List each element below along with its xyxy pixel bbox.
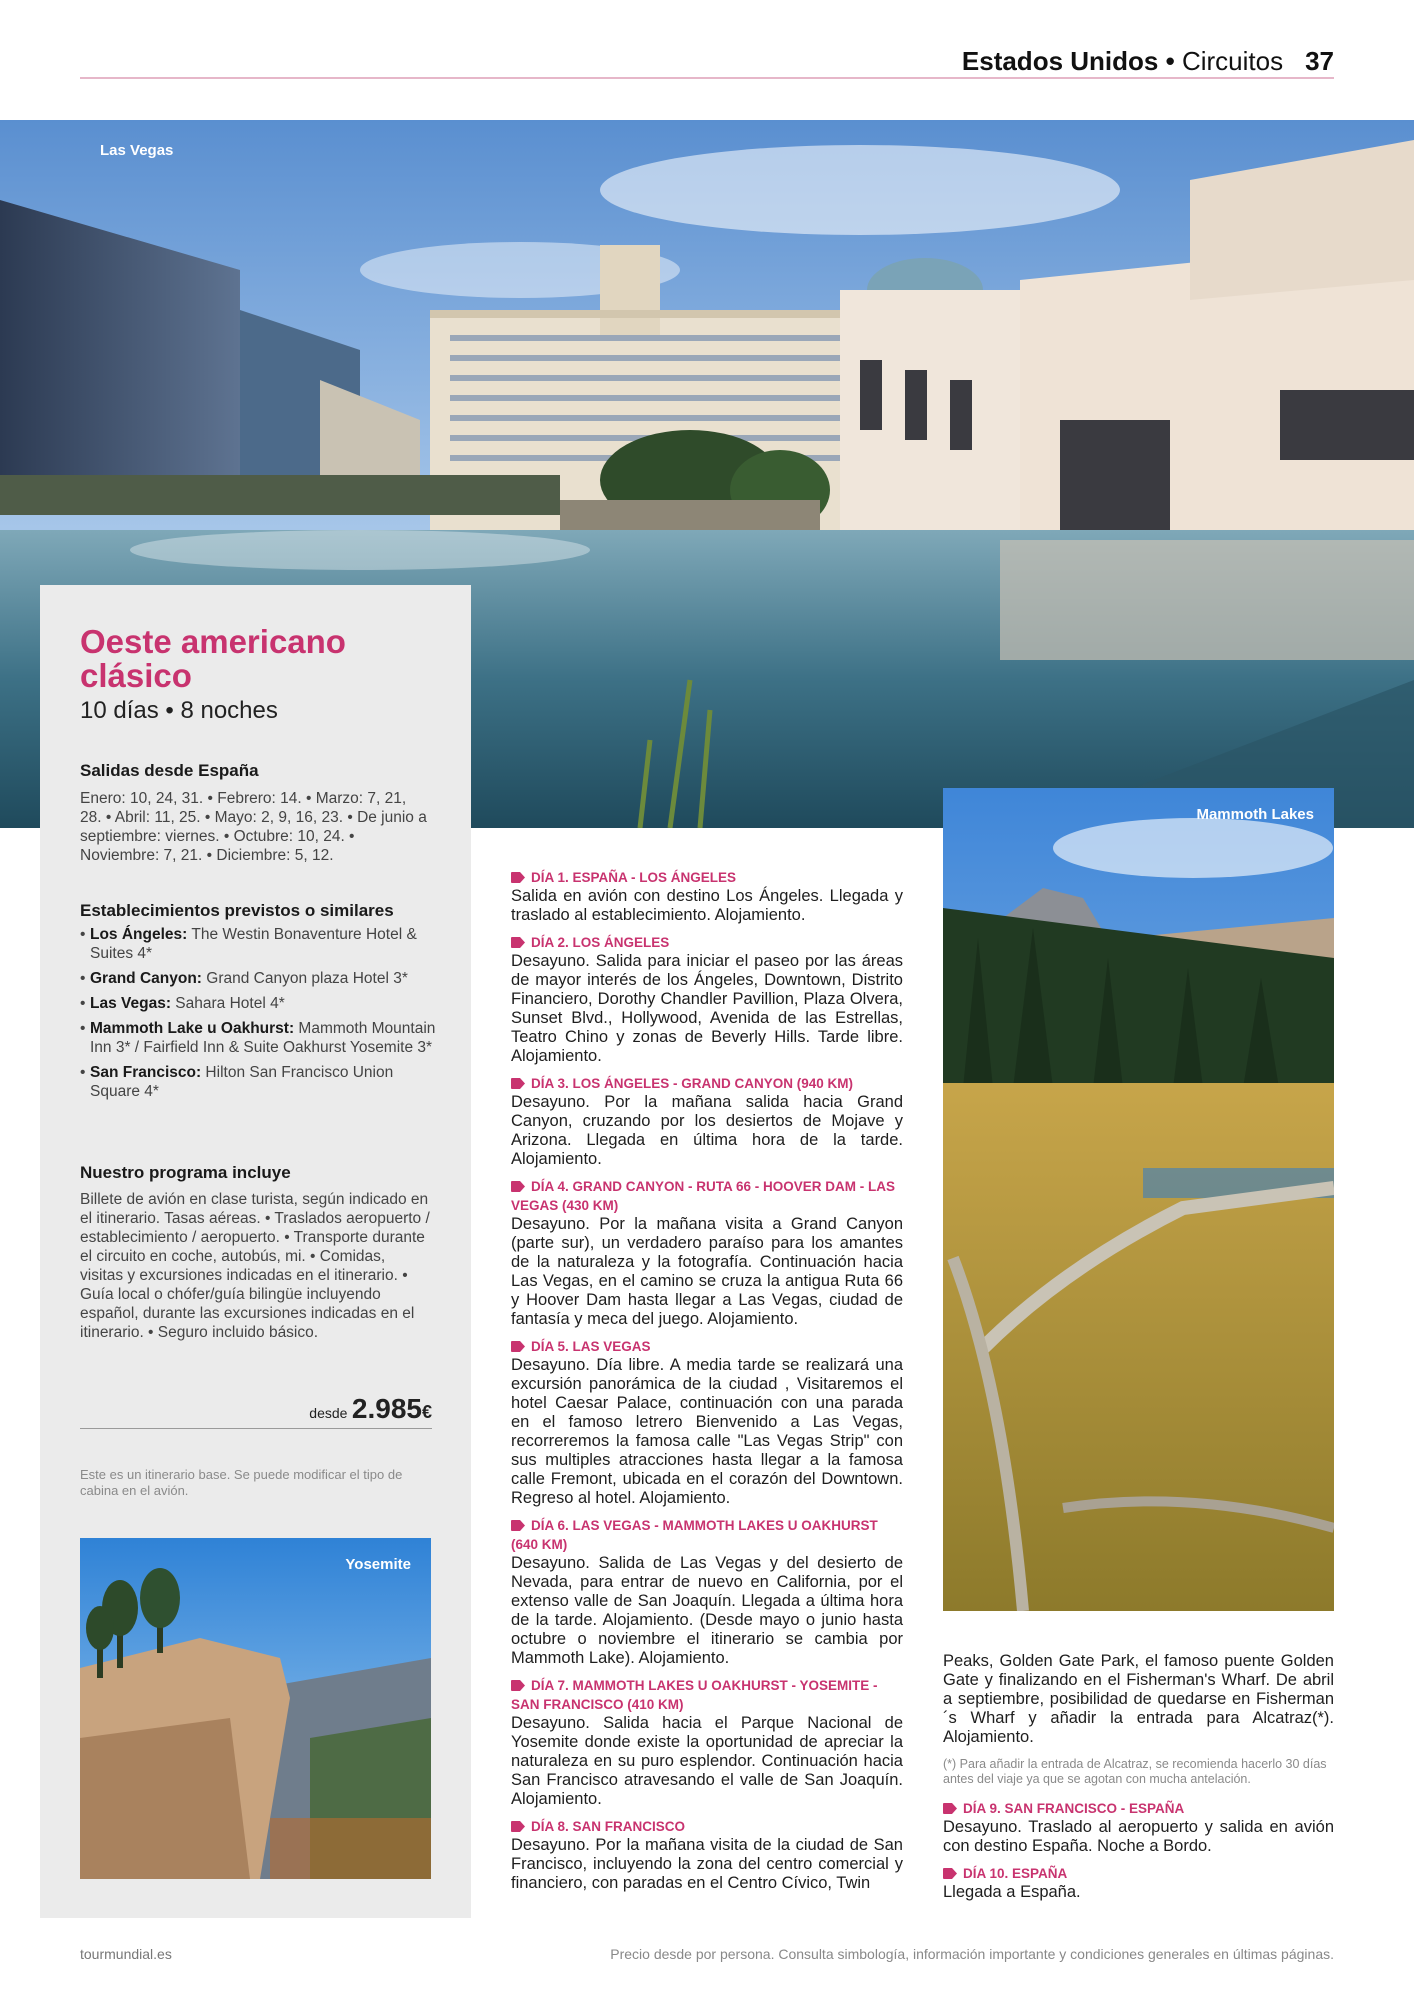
hotels-list xyxy=(80,925,440,1107)
day-marker-icon xyxy=(511,1520,525,1531)
hotel-item-los-angeles xyxy=(80,925,440,963)
hotel-item-mammoth-oakhurst xyxy=(80,1019,440,1057)
day-entry xyxy=(511,1177,903,1329)
day-title xyxy=(511,1074,903,1093)
day-title xyxy=(511,868,903,887)
header-rule xyxy=(80,77,1334,79)
header-separator: • xyxy=(1158,46,1182,76)
day-title xyxy=(943,1799,1334,1818)
header-category: Circuitos xyxy=(1181,46,1284,76)
alcatraz-note: (*) Para añadir la entrada de Alcatraz, se recomienda hacerlo 30 días antes del viaje ya que se agotan con mucha antelación. xyxy=(943,1757,1327,1786)
day-title xyxy=(511,1516,903,1554)
day-title-text: DÍA 9. SAN FRANCISCO - ESPAÑA xyxy=(963,1801,1185,1816)
day-8-continuation: Peaks, Golden Gate Park, el famoso puente Golden Gate y finalizando en el Fisherman's Wharf. De abril a septiembre, posibilidad de quedarse en Fisherman´s Wharf y añadir la entrada para Alcatraz(*). Alojamiento. xyxy=(943,1652,1334,1746)
day-description: Desayuno. Por la mañana visita a Grand Canyon (parte sur), un verdadero paraíso para los amantes de la naturaleza y la fotografía. Continuación hacia Las Vegas, en el camino se cruza la antigua Ruta 66 y Hoover Dam hasta llegar a Las Vegas, ciudad de fantasía y meca del juego. Alojamiento. xyxy=(511,1215,903,1328)
day-title xyxy=(511,1676,903,1714)
day-title-text: DÍA 10. ESPAÑA xyxy=(963,1866,1068,1881)
hotel-item-grand-canyon xyxy=(80,969,440,988)
day-marker-icon xyxy=(511,872,525,883)
day-entry xyxy=(511,1337,903,1508)
yosemite-illustration xyxy=(80,1538,431,1879)
day-entry xyxy=(511,868,903,925)
hotel-name: Mammoth Mountain Inn 3* / Fairfield Inn & Suite Oakhurst Yosemite 3* xyxy=(90,1020,436,1056)
day-entry xyxy=(943,1864,1334,1902)
departures-heading: Salidas desde España xyxy=(80,761,259,780)
footer-disclaimer: Precio desde por persona. Consulta simbología, información importante y condiciones generales en últimas páginas. xyxy=(610,1946,1334,1962)
trip-duration: 10 días • 8 noches xyxy=(80,697,278,724)
day-marker-icon xyxy=(511,1821,525,1832)
yosemite-photo-label: Yosemite xyxy=(345,1556,411,1573)
hotel-city: San Francisco: xyxy=(90,1064,202,1081)
price-currency: € xyxy=(421,1402,432,1422)
day-title-text: DÍA 8. SAN FRANCISCO xyxy=(531,1819,686,1834)
page-number: 37 xyxy=(1305,46,1334,76)
price-from-label: desde xyxy=(309,1405,348,1421)
price-block xyxy=(309,1393,432,1425)
includes-heading: Nuestro programa incluye xyxy=(80,1163,291,1182)
mammoth-photo-label: Mammoth Lakes xyxy=(1196,806,1314,823)
hotel-item-san-francisco xyxy=(80,1063,440,1101)
itinerary-column-2 xyxy=(943,1652,1334,1910)
day-title xyxy=(511,1817,903,1836)
itinerary-column-1 xyxy=(511,868,903,1901)
price-divider xyxy=(80,1428,432,1429)
day-title-text: DÍA 5. LAS VEGAS xyxy=(531,1339,651,1354)
day-marker-icon xyxy=(511,1181,525,1192)
mammoth-illustration xyxy=(943,788,1334,1611)
day-marker-icon xyxy=(511,937,525,948)
day-description: Desayuno. Por la mañana salida hacia Grand Canyon, cruzando por los desiertos de Mojave y Arizona. Llegada en última hora de la tarde. Alojamiento. xyxy=(511,1093,903,1168)
day-description: Salida en avión con destino Los Ángeles. Llegada y traslado al establecimiento. Alojamiento. xyxy=(511,887,903,924)
itinerary-base-note: Este es un itinerario base. Se puede modificar el tipo de cabina en el avión. xyxy=(80,1467,403,1498)
day-description: Desayuno. Salida para iniciar el paseo por las áreas de mayor interés de los Ángeles, Downtown, Distrito Financiero, Dorothy Chandler Pavillion, Plaza Olvera, Sunset Blvd., Hollywood, Avenida de las Estrellas, Teatro Chino y zonas de Beverly Hills. Tarde libre. Alojamiento. xyxy=(511,952,903,1065)
day-marker-icon xyxy=(511,1341,525,1352)
day-description: Desayuno. Día libre. A media tarde se realizará una excursión panorámica de la ciudad , Visitaremos el hotel Caesar Palace, continuación con una parada en el famoso letrero Bienvenido a Las Vegas, recorreremos la famosa calle "Las Vegas Strip" con sus multiples atracciones hasta llegar a la famosa calle Fremont, ubicada en el corazón del Downtown. Regreso al hotel. Alojamiento. xyxy=(511,1356,903,1507)
day-marker-icon xyxy=(943,1868,957,1879)
hotel-name: Grand Canyon plaza Hotel 3* xyxy=(201,970,408,987)
day-entry xyxy=(511,1817,903,1893)
day-description: Desayuno. Salida hacia el Parque Nacional de Yosemite donde existe la oportunidad de apreciar la naturaleza en su puro esplendor. Continuación hacia San Francisco atravesando el valle de San Joaquín. Alojamiento. xyxy=(511,1714,903,1808)
day-marker-icon xyxy=(943,1803,957,1814)
hotel-city: Grand Canyon: xyxy=(90,970,202,987)
day-entry xyxy=(511,1074,903,1169)
departures-text: Enero: 10, 24, 31. • Febrero: 14. • Marzo: 7, 21, 28. • Abril: 11, 25. • Mayo: 2, 9, 16, 23. • De junio a septiembre: viernes. • Octubre: 10, 24. • Noviembre: 7, 21. • Diciembre: 5, 12. xyxy=(80,790,427,864)
day-title-text: DÍA 4. GRAND CANYON - RUTA 66 - HOOVER DAM - LAS VEGAS (430 KM) xyxy=(511,1179,896,1213)
day-title xyxy=(511,1337,903,1356)
day-entry xyxy=(511,1676,903,1809)
day-title xyxy=(511,1177,903,1215)
hotel-name: Hilton San Francisco Union Square 4* xyxy=(90,1064,394,1100)
day-description: Desayuno. Por la mañana visita de la ciudad de San Francisco, incluyendo la zona del centro comercial y financiero, con paradas en el Centro Cívico, Twin xyxy=(511,1836,903,1892)
day-description: Desayuno. Traslado al aeropuerto y salida en avión con destino España. Noche a Bordo. xyxy=(943,1818,1334,1855)
day-entry xyxy=(943,1799,1334,1856)
includes-text: Billete de avión en clase turista, según indicado en el itinerario. Tasas aéreas. • Traslados aeropuerto / establecimiento / aeropuerto. • Transporte durante el circuito en coche, autobús, mi. • Comidas, visitas y excursiones indicadas en el itinerario. • Guía local o chófer/guía bilingüe incluyendo español, durante las excursiones indicadas en el itinerario. • Seguro incluido básico. xyxy=(80,1191,430,1341)
hotel-city: Los Ángeles: xyxy=(90,926,188,943)
day-title-text: DÍA 2. LOS ÁNGELES xyxy=(531,935,670,950)
price-amount: 2.985 xyxy=(351,1393,422,1424)
day-title xyxy=(511,933,903,952)
hotel-name: The Westin Bonaventure Hotel & Suites 4* xyxy=(90,926,417,962)
day-title xyxy=(943,1864,1334,1883)
day-title-text: DÍA 7. MAMMOTH LAKES U OAKHURST - YOSEMITE - SAN FRANCISCO (410 KM) xyxy=(511,1678,878,1712)
day-marker-icon xyxy=(511,1680,525,1691)
day-title-text: DÍA 1. ESPAÑA - LOS ÁNGELES xyxy=(531,870,737,885)
day-title-text: DÍA 3. LOS ÁNGELES - GRAND CANYON (940 KM) xyxy=(531,1076,854,1091)
day-description: Llegada a España. xyxy=(943,1883,1081,1901)
hero-photo-label: Las Vegas xyxy=(100,142,174,159)
trip-title: Oeste americano clásico xyxy=(80,623,346,694)
day-entry xyxy=(511,1516,903,1668)
mammoth-lakes-photo xyxy=(943,788,1334,1611)
hotel-city: Las Vegas: xyxy=(90,995,171,1012)
hotel-item-las-vegas xyxy=(80,994,440,1013)
day-title-text: DÍA 6. LAS VEGAS - MAMMOTH LAKES U OAKHURST (640 KM) xyxy=(511,1518,878,1552)
yosemite-photo xyxy=(80,1538,431,1879)
day-description: Desayuno. Salida de Las Vegas y del desierto de Nevada, para entrar de nuevo en California, por el extenso valle de San Joaquín. Llegada a última hora de la tarde. Alojamiento. (Desde mayo o junio hasta octubre o noviembre el itinerario se cambia por Mammoth Lake). Alojamiento. xyxy=(511,1554,903,1667)
day-marker-icon xyxy=(511,1078,525,1089)
hotel-name: Sahara Hotel 4* xyxy=(171,995,285,1012)
header-section: Estados Unidos xyxy=(961,46,1159,76)
hotels-heading: Establecimientos previstos o similares xyxy=(80,901,394,920)
day-entry xyxy=(511,933,903,1066)
page-header xyxy=(962,46,1334,77)
hotel-city: Mammoth Lake u Oakhurst: xyxy=(90,1020,295,1037)
footer-site: tourmundial.es xyxy=(80,1946,172,1962)
